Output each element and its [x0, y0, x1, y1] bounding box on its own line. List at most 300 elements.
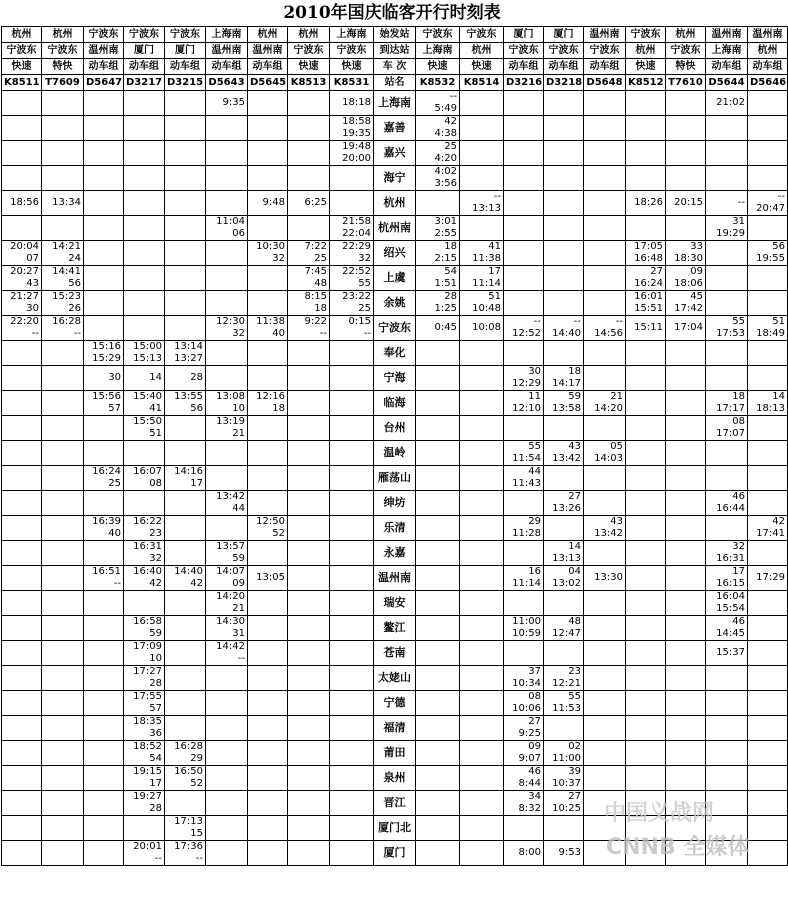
time-cell: 37 10:34 — [504, 666, 544, 691]
header-mid-from: 始发站 — [374, 27, 416, 43]
time-cell — [288, 516, 330, 541]
time-cell: 21:58 22:04 — [330, 216, 374, 241]
header-from-r0: 宁波东 — [416, 27, 460, 43]
time-cell: 32 16:31 — [706, 541, 748, 566]
time-cell — [544, 716, 584, 741]
station-name: 福清 — [374, 716, 416, 741]
time-cell — [124, 491, 165, 516]
table-row — [2, 316, 788, 341]
time-cell: 18:52 54 — [124, 741, 165, 766]
time-cell: 20:04 07 — [2, 241, 42, 266]
time-cell — [42, 391, 84, 416]
station-name: 厦门 — [374, 841, 416, 866]
time-cell: 18 17:17 — [706, 391, 748, 416]
time-cell — [666, 766, 706, 791]
time-cell — [248, 466, 288, 491]
table-row — [2, 616, 788, 641]
time-cell — [248, 91, 288, 116]
time-cell — [330, 641, 374, 666]
time-cell — [460, 441, 504, 466]
time-cell — [288, 491, 330, 516]
time-cell — [584, 216, 626, 241]
time-cell: 14:30 31 — [206, 616, 248, 641]
time-cell — [288, 91, 330, 116]
header-to-r4: 宁波东 — [584, 43, 626, 59]
header-to-8: 宁波东 — [330, 43, 374, 59]
time-cell — [584, 266, 626, 291]
time-cell: 56 19:55 — [748, 241, 788, 266]
header-type-r1: 快速 — [460, 59, 504, 75]
time-cell — [416, 691, 460, 716]
header-type-7: 快速 — [288, 59, 330, 75]
time-cell — [288, 791, 330, 816]
table-row — [2, 716, 788, 741]
time-cell — [460, 366, 504, 391]
time-cell — [248, 216, 288, 241]
time-cell — [124, 166, 165, 191]
time-cell — [165, 641, 206, 666]
time-cell — [288, 116, 330, 141]
time-cell — [584, 416, 626, 441]
time-cell — [460, 841, 504, 866]
time-cell: 13:05 — [248, 566, 288, 591]
time-cell — [124, 116, 165, 141]
time-cell: 16:28 29 — [165, 741, 206, 766]
table-row — [2, 491, 788, 516]
time-cell — [416, 416, 460, 441]
header-type-r3: 动车组 — [544, 59, 584, 75]
header-type-6: 动车组 — [248, 59, 288, 75]
time-cell — [416, 766, 460, 791]
time-cell — [206, 516, 248, 541]
time-cell — [288, 141, 330, 166]
header-type-2: 动车组 — [84, 59, 124, 75]
time-cell — [206, 466, 248, 491]
header-to-5: 温州南 — [206, 43, 248, 59]
time-cell — [416, 591, 460, 616]
time-cell: 39 10:37 — [544, 766, 584, 791]
time-cell: 30 12:29 — [504, 366, 544, 391]
time-cell: 14:21 24 — [42, 241, 84, 266]
time-cell — [416, 791, 460, 816]
time-cell: 09 9:07 — [504, 741, 544, 766]
station-name: 温州南 — [374, 566, 416, 591]
time-cell — [748, 416, 788, 441]
time-cell — [706, 816, 748, 841]
time-cell — [460, 691, 504, 716]
time-cell — [248, 116, 288, 141]
header-num-r6: T7610 — [666, 75, 706, 91]
time-cell: 42 17:41 — [748, 516, 788, 541]
time-cell: 43 13:42 — [544, 441, 584, 466]
time-cell — [504, 816, 544, 841]
station-name: 温岭 — [374, 441, 416, 466]
table-row — [2, 241, 788, 266]
header-num-8: K8531 — [330, 75, 374, 91]
time-cell — [84, 491, 124, 516]
time-cell — [165, 441, 206, 466]
time-cell — [748, 141, 788, 166]
station-name: 余姚 — [374, 291, 416, 316]
time-cell: 27 16:24 — [626, 266, 666, 291]
time-cell — [584, 491, 626, 516]
time-cell — [748, 666, 788, 691]
header-num-r2: D3216 — [504, 75, 544, 91]
time-cell — [460, 816, 504, 841]
time-cell — [165, 116, 206, 141]
time-cell — [42, 341, 84, 366]
time-cell — [165, 541, 206, 566]
time-cell — [706, 241, 748, 266]
header-from-6: 杭州 — [248, 27, 288, 43]
time-cell — [206, 291, 248, 316]
time-cell — [748, 216, 788, 241]
header-type-r0: 快速 — [416, 59, 460, 75]
time-cell — [84, 541, 124, 566]
time-cell — [666, 91, 706, 116]
time-cell — [748, 91, 788, 116]
header-to-6: 温州南 — [248, 43, 288, 59]
time-cell — [626, 491, 666, 516]
time-cell: 13:57 59 — [206, 541, 248, 566]
time-cell — [2, 816, 42, 841]
time-cell — [666, 566, 706, 591]
time-cell: 02 11:00 — [544, 741, 584, 766]
time-cell — [460, 466, 504, 491]
header-from-r5: 宁波东 — [626, 27, 666, 43]
table-row — [2, 266, 788, 291]
time-cell — [42, 716, 84, 741]
time-cell: 14:42 -- — [206, 641, 248, 666]
header-num-0: K8511 — [2, 75, 42, 91]
time-cell — [330, 366, 374, 391]
header-num-7: K8513 — [288, 75, 330, 91]
time-cell: 09 18:06 — [666, 266, 706, 291]
header-row-from — [2, 27, 788, 43]
time-cell — [416, 391, 460, 416]
header-to-7: 宁波东 — [288, 43, 330, 59]
time-cell — [42, 466, 84, 491]
time-cell — [248, 291, 288, 316]
table-row — [2, 291, 788, 316]
time-cell — [288, 666, 330, 691]
time-cell — [584, 166, 626, 191]
time-cell — [666, 616, 706, 641]
time-cell — [2, 516, 42, 541]
time-cell — [666, 666, 706, 691]
time-cell: 20:15 — [666, 191, 706, 216]
time-cell: 17:13 15 — [165, 816, 206, 841]
time-cell — [626, 441, 666, 466]
time-cell — [248, 841, 288, 866]
time-cell — [248, 541, 288, 566]
time-cell — [460, 116, 504, 141]
time-cell — [666, 216, 706, 241]
time-cell — [165, 591, 206, 616]
time-cell — [416, 541, 460, 566]
header-from-5: 上海南 — [206, 27, 248, 43]
header-from-r8: 温州南 — [748, 27, 788, 43]
time-cell: 46 14:45 — [706, 616, 748, 641]
table-row — [2, 766, 788, 791]
time-cell — [288, 741, 330, 766]
page-title: 2010年国庆临客开行时刻表 — [283, 3, 501, 23]
time-cell — [2, 166, 42, 191]
time-cell — [165, 216, 206, 241]
time-cell — [288, 466, 330, 491]
time-cell: 15:56 57 — [84, 391, 124, 416]
time-cell — [584, 291, 626, 316]
time-cell: 13:30 — [584, 566, 626, 591]
time-cell: 9:53 — [544, 841, 584, 866]
time-cell — [748, 541, 788, 566]
header-to-3: 厦门 — [124, 43, 165, 59]
header-to-r5: 杭州 — [626, 43, 666, 59]
time-cell — [584, 116, 626, 141]
time-cell — [248, 741, 288, 766]
time-cell — [584, 191, 626, 216]
time-cell — [84, 591, 124, 616]
time-cell — [460, 591, 504, 616]
time-cell: 0:45 — [416, 316, 460, 341]
table-row — [2, 691, 788, 716]
time-cell — [330, 166, 374, 191]
time-cell — [165, 266, 206, 291]
table-row — [2, 741, 788, 766]
time-cell — [248, 416, 288, 441]
time-cell: 16:39 40 — [84, 516, 124, 541]
time-cell: -- 14:40 — [544, 316, 584, 341]
time-cell — [84, 91, 124, 116]
time-cell — [330, 441, 374, 466]
header-type-r8: 动车组 — [748, 59, 788, 75]
time-cell: -- 5:49 — [416, 91, 460, 116]
table-row — [2, 91, 788, 116]
time-cell — [584, 241, 626, 266]
header-type-4: 动车组 — [165, 59, 206, 75]
time-cell — [288, 841, 330, 866]
time-cell — [288, 691, 330, 716]
time-cell: 16:04 15:54 — [706, 591, 748, 616]
station-name: 乐清 — [374, 516, 416, 541]
header-from-r7: 温州南 — [706, 27, 748, 43]
time-cell: 16 11:14 — [504, 566, 544, 591]
time-cell: 15:00 15:13 — [124, 341, 165, 366]
table-row — [2, 516, 788, 541]
time-cell — [626, 466, 666, 491]
time-cell: 29 11:28 — [504, 516, 544, 541]
time-cell: 17:09 10 — [124, 641, 165, 666]
time-cell — [504, 91, 544, 116]
time-cell — [206, 691, 248, 716]
time-cell: 13:55 56 — [165, 391, 206, 416]
header-num-1: T7609 — [42, 75, 84, 91]
time-cell — [330, 391, 374, 416]
time-cell — [626, 166, 666, 191]
time-cell: 13:08 10 — [206, 391, 248, 416]
time-cell — [165, 416, 206, 441]
header-from-8: 上海南 — [330, 27, 374, 43]
header-to-4: 厦门 — [165, 43, 206, 59]
time-cell — [666, 541, 706, 566]
time-cell — [84, 291, 124, 316]
time-cell — [288, 566, 330, 591]
time-cell — [748, 716, 788, 741]
time-cell — [330, 491, 374, 516]
time-cell — [330, 816, 374, 841]
time-cell — [706, 666, 748, 691]
time-cell: 16:01 15:51 — [626, 291, 666, 316]
time-cell: 11:00 10:59 — [504, 616, 544, 641]
time-cell — [544, 516, 584, 541]
time-cell — [748, 441, 788, 466]
time-cell — [416, 816, 460, 841]
time-cell — [748, 291, 788, 316]
time-cell: 17 16:15 — [706, 566, 748, 591]
time-cell — [706, 341, 748, 366]
time-cell — [124, 291, 165, 316]
time-cell — [206, 141, 248, 166]
time-cell: 13:42 44 — [206, 491, 248, 516]
time-cell: 18 14:17 — [544, 366, 584, 391]
time-cell — [42, 516, 84, 541]
station-name: 太姥山 — [374, 666, 416, 691]
time-cell — [544, 641, 584, 666]
time-cell — [42, 816, 84, 841]
time-cell — [416, 366, 460, 391]
time-cell — [124, 216, 165, 241]
time-cell: 08 10:06 — [504, 691, 544, 716]
time-cell — [748, 616, 788, 641]
time-cell — [626, 691, 666, 716]
time-cell: 28 — [165, 366, 206, 391]
time-cell — [42, 591, 84, 616]
time-cell — [124, 316, 165, 341]
station-name: 杭州 — [374, 191, 416, 216]
time-cell — [84, 741, 124, 766]
time-cell: 20:27 43 — [2, 266, 42, 291]
time-cell — [626, 641, 666, 666]
time-cell — [626, 516, 666, 541]
table-row — [2, 466, 788, 491]
header-from-r3: 厦门 — [544, 27, 584, 43]
time-cell — [84, 116, 124, 141]
time-cell — [416, 466, 460, 491]
header-type-r4: 动车组 — [584, 59, 626, 75]
time-cell — [206, 266, 248, 291]
time-cell — [460, 566, 504, 591]
station-name: 嘉善 — [374, 116, 416, 141]
time-cell: 05 14:03 — [584, 441, 626, 466]
time-cell: 4:02 3:56 — [416, 166, 460, 191]
time-cell — [626, 591, 666, 616]
time-cell — [416, 441, 460, 466]
time-cell: 17:55 57 — [124, 691, 165, 716]
time-cell — [84, 241, 124, 266]
time-cell: -- 13:13 — [460, 191, 504, 216]
time-cell — [330, 191, 374, 216]
station-name: 上海南 — [374, 91, 416, 116]
time-cell: 18:26 — [626, 191, 666, 216]
time-cell — [330, 516, 374, 541]
time-cell — [2, 91, 42, 116]
time-cell — [544, 141, 584, 166]
time-cell — [626, 666, 666, 691]
header-to-r2: 宁波东 — [504, 43, 544, 59]
time-cell — [626, 791, 666, 816]
time-cell — [330, 416, 374, 441]
time-cell — [504, 341, 544, 366]
time-cell — [206, 116, 248, 141]
time-cell — [666, 841, 706, 866]
header-num-r3: D3218 — [544, 75, 584, 91]
station-name: 瑞安 — [374, 591, 416, 616]
time-cell — [504, 291, 544, 316]
time-cell — [84, 266, 124, 291]
time-cell — [626, 91, 666, 116]
header-type-8: 快速 — [330, 59, 374, 75]
time-cell — [42, 116, 84, 141]
time-cell — [206, 341, 248, 366]
time-cell: 46 16:44 — [706, 491, 748, 516]
time-cell — [584, 666, 626, 691]
time-cell: 16:24 25 — [84, 466, 124, 491]
header-mid-type: 车 次 — [374, 59, 416, 75]
station-name: 雁荡山 — [374, 466, 416, 491]
time-cell — [206, 716, 248, 741]
time-cell: 14:20 21 — [206, 591, 248, 616]
time-cell: 31 19:29 — [706, 216, 748, 241]
time-cell — [2, 591, 42, 616]
header-mid-to: 到达站 — [374, 43, 416, 59]
time-cell: 13:19 21 — [206, 416, 248, 441]
time-cell — [460, 391, 504, 416]
timetable — [1, 26, 788, 866]
time-cell — [288, 441, 330, 466]
time-cell — [584, 541, 626, 566]
time-cell — [626, 116, 666, 141]
time-cell: 19:15 17 — [124, 766, 165, 791]
time-cell — [666, 441, 706, 466]
time-cell: 55 11:53 — [544, 691, 584, 716]
time-cell — [2, 466, 42, 491]
time-cell — [626, 391, 666, 416]
time-cell — [288, 341, 330, 366]
time-cell — [666, 591, 706, 616]
station-name: 绅坊 — [374, 491, 416, 516]
time-cell — [626, 416, 666, 441]
time-cell — [706, 691, 748, 716]
time-cell — [584, 641, 626, 666]
table-row — [2, 216, 788, 241]
time-cell: 16:28 -- — [42, 316, 84, 341]
time-cell: 10:08 — [460, 316, 504, 341]
time-cell — [460, 741, 504, 766]
time-cell: 9:48 — [248, 191, 288, 216]
time-cell — [165, 316, 206, 341]
time-cell — [626, 816, 666, 841]
time-cell — [42, 441, 84, 466]
time-cell — [544, 241, 584, 266]
time-cell: 08 17:07 — [706, 416, 748, 441]
time-cell: 18 2:15 — [416, 241, 460, 266]
time-cell — [416, 516, 460, 541]
time-cell — [206, 666, 248, 691]
table-row — [2, 591, 788, 616]
time-cell — [124, 441, 165, 466]
time-cell: 17:05 16:48 — [626, 241, 666, 266]
time-cell: 59 13:58 — [544, 391, 584, 416]
